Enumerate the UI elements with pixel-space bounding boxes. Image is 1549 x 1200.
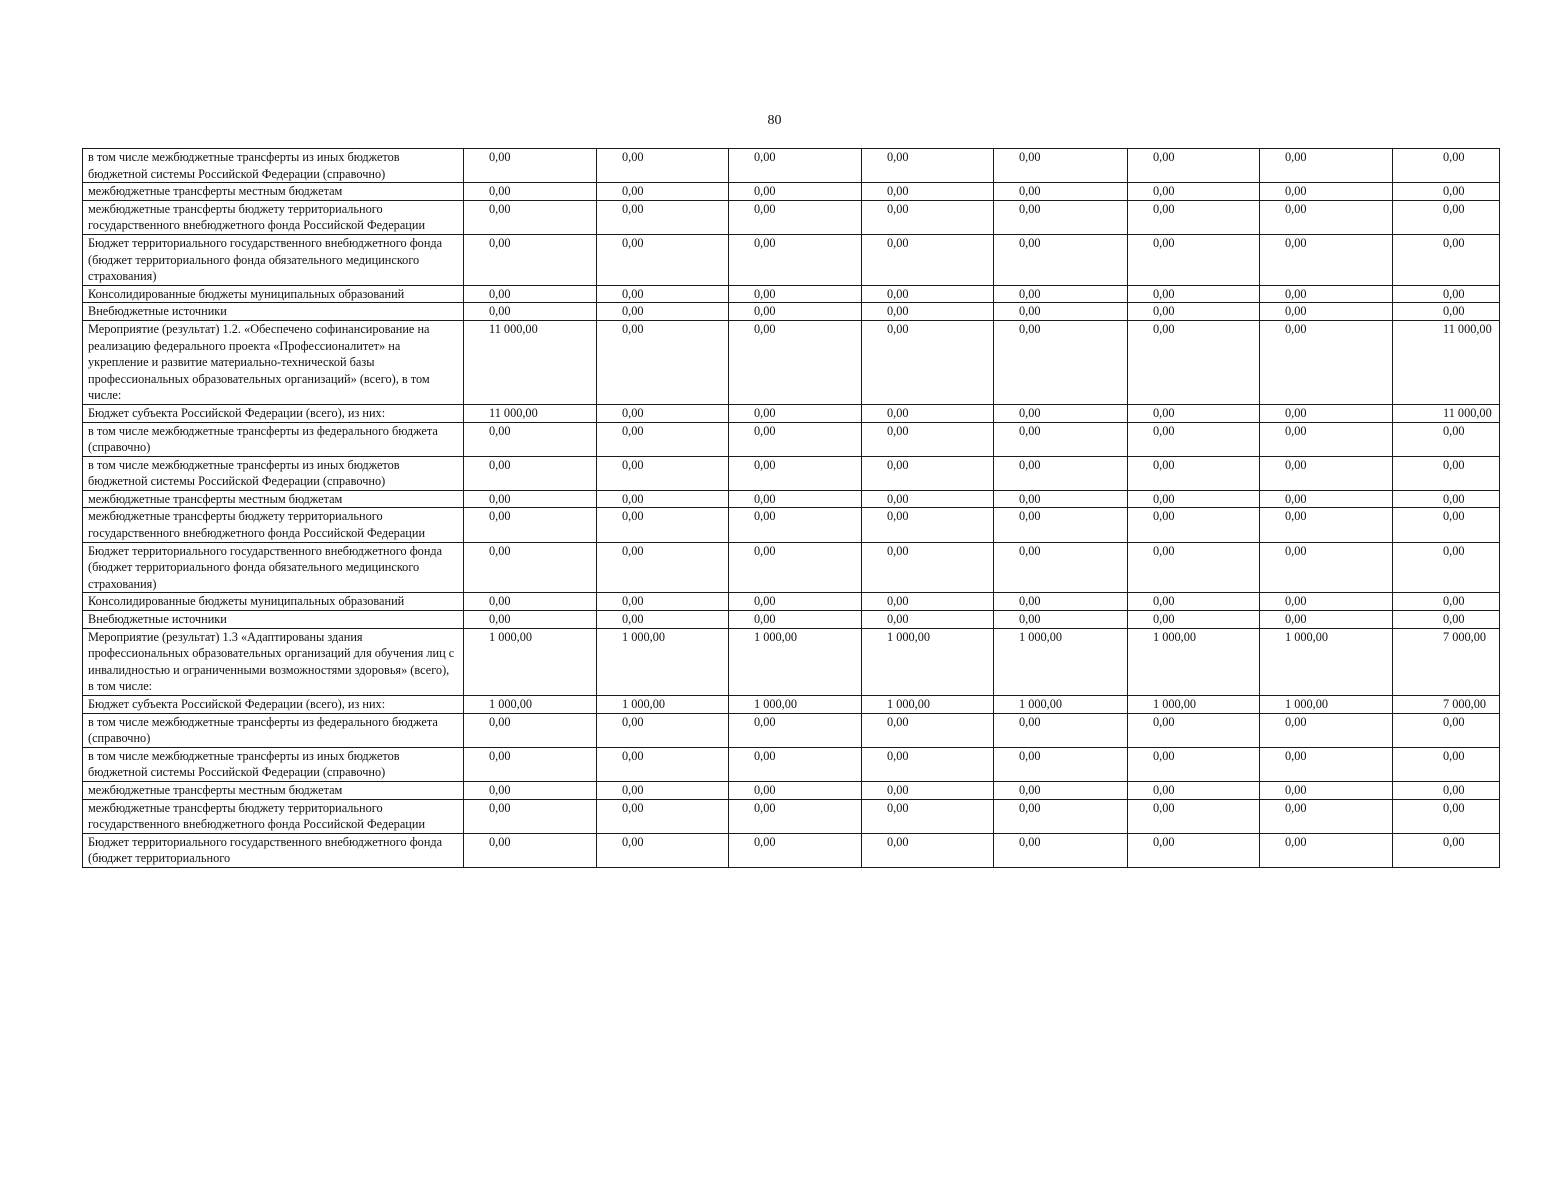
value-cell: 11 000,00 [464,404,597,422]
value-cell: 0,00 [729,542,862,593]
row-label: в том числе межбюджетные трансферты из иных бюджетов бюджетной системы Российской Федерации (справочно) [83,149,464,183]
value-cell: 0,00 [597,611,729,629]
row-label: межбюджетные трансферты бюджету территориального государственного внебюджетного фонда Российской Федерации [83,508,464,542]
value-cell: 0,00 [994,422,1128,456]
value-cell: 1 000,00 [729,628,862,695]
table-row [83,285,1500,303]
value-cell: 0,00 [464,303,597,321]
value-cell: 0,00 [729,285,862,303]
value-cell: 0,00 [994,285,1128,303]
value-cell: 0,00 [1260,183,1393,201]
total-cell: 7 000,00 [1393,628,1500,695]
value-cell: 0,00 [464,508,597,542]
total-cell: 0,00 [1393,234,1500,285]
value-cell: 0,00 [729,713,862,747]
value-cell: 0,00 [729,799,862,833]
value-cell: 1 000,00 [597,696,729,714]
value-cell: 0,00 [994,781,1128,799]
table-row [83,320,1500,404]
value-cell: 0,00 [464,422,597,456]
value-cell: 0,00 [1260,593,1393,611]
row-label: в том числе межбюджетные трансферты из иных бюджетов бюджетной системы Российской Федерации (справочно) [83,456,464,490]
value-cell: 0,00 [862,422,994,456]
value-cell: 0,00 [729,490,862,508]
value-cell: 0,00 [994,404,1128,422]
value-cell: 0,00 [1128,303,1260,321]
value-cell: 0,00 [1128,234,1260,285]
value-cell: 0,00 [729,149,862,183]
value-cell: 0,00 [994,799,1128,833]
value-cell: 1 000,00 [862,628,994,695]
value-cell: 1 000,00 [464,696,597,714]
value-cell: 0,00 [994,508,1128,542]
value-cell: 0,00 [1128,508,1260,542]
value-cell: 1 000,00 [729,696,862,714]
value-cell: 0,00 [1128,404,1260,422]
value-cell: 0,00 [464,542,597,593]
value-cell: 0,00 [862,611,994,629]
table-row [83,490,1500,508]
value-cell: 0,00 [597,183,729,201]
value-cell: 1 000,00 [1260,628,1393,695]
value-cell: 0,00 [597,508,729,542]
row-label: в том числе межбюджетные трансферты из федерального бюджета (справочно) [83,422,464,456]
value-cell: 1 000,00 [994,628,1128,695]
value-cell: 0,00 [994,320,1128,404]
value-cell: 1 000,00 [994,696,1128,714]
value-cell: 0,00 [994,456,1128,490]
value-cell: 0,00 [464,747,597,781]
value-cell: 0,00 [597,285,729,303]
value-cell: 0,00 [1260,542,1393,593]
value-cell: 0,00 [1128,149,1260,183]
value-cell: 0,00 [597,781,729,799]
value-cell: 0,00 [1260,490,1393,508]
total-cell: 0,00 [1393,833,1500,867]
value-cell: 0,00 [597,456,729,490]
value-cell: 0,00 [862,593,994,611]
row-label: межбюджетные трансферты местным бюджетам [83,490,464,508]
row-label: Бюджет территориального государственного внебюджетного фонда (бюджет территориального фонда обязательного медицинского страхования) [83,542,464,593]
value-cell: 0,00 [729,593,862,611]
value-cell: 0,00 [1260,285,1393,303]
value-cell: 0,00 [597,542,729,593]
row-label: межбюджетные трансферты местным бюджетам [83,183,464,201]
value-cell: 0,00 [729,404,862,422]
value-cell: 0,00 [862,200,994,234]
row-label: Консолидированные бюджеты муниципальных образований [83,285,464,303]
value-cell: 0,00 [1128,183,1260,201]
value-cell: 0,00 [1260,320,1393,404]
row-label: межбюджетные трансферты бюджету территориального государственного внебюджетного фонда Российской Федерации [83,200,464,234]
value-cell: 0,00 [1128,422,1260,456]
value-cell: 0,00 [464,713,597,747]
row-label: Бюджет территориального государственного внебюджетного фонда (бюджет территориального фонда обязательного медицинского страхования) [83,234,464,285]
table-row [83,628,1500,695]
value-cell: 0,00 [597,320,729,404]
value-cell: 0,00 [597,303,729,321]
value-cell: 0,00 [862,183,994,201]
table-row [83,183,1500,201]
value-cell: 0,00 [994,303,1128,321]
value-cell: 0,00 [464,149,597,183]
row-label: Консолидированные бюджеты муниципальных образований [83,593,464,611]
value-cell: 0,00 [862,713,994,747]
value-cell: 0,00 [994,611,1128,629]
value-cell: 0,00 [862,320,994,404]
value-cell: 0,00 [464,593,597,611]
total-cell: 0,00 [1393,747,1500,781]
value-cell: 0,00 [862,781,994,799]
row-label: Бюджет субъекта Российской Федерации (всего), из них: [83,696,464,714]
value-cell: 0,00 [1128,747,1260,781]
total-cell: 0,00 [1393,422,1500,456]
total-cell: 0,00 [1393,508,1500,542]
value-cell: 0,00 [1128,490,1260,508]
value-cell: 1 000,00 [1128,696,1260,714]
table-row [83,234,1500,285]
value-cell: 0,00 [1128,833,1260,867]
total-cell: 0,00 [1393,303,1500,321]
value-cell: 0,00 [1260,799,1393,833]
budget-table [82,148,1500,868]
value-cell: 0,00 [862,747,994,781]
value-cell: 0,00 [597,593,729,611]
total-cell: 0,00 [1393,149,1500,183]
value-cell: 0,00 [729,611,862,629]
table-row [83,508,1500,542]
total-cell: 11 000,00 [1393,404,1500,422]
value-cell: 0,00 [1260,781,1393,799]
value-cell: 0,00 [597,799,729,833]
row-label: межбюджетные трансферты бюджету территориального государственного внебюджетного фонда Российской Федерации [83,799,464,833]
value-cell: 0,00 [1260,422,1393,456]
value-cell: 0,00 [994,713,1128,747]
row-label: Внебюджетные источники [83,611,464,629]
page-number: 80 [767,113,782,128]
total-cell: 0,00 [1393,593,1500,611]
value-cell: 0,00 [464,781,597,799]
value-cell: 0,00 [1260,149,1393,183]
total-cell: 0,00 [1393,490,1500,508]
value-cell: 0,00 [1128,781,1260,799]
value-cell: 0,00 [862,799,994,833]
value-cell: 0,00 [862,149,994,183]
value-cell: 1 000,00 [862,696,994,714]
value-cell: 0,00 [1260,713,1393,747]
total-cell: 0,00 [1393,542,1500,593]
table-row [83,149,1500,183]
row-label: Внебюджетные источники [83,303,464,321]
value-cell: 0,00 [862,285,994,303]
value-cell: 0,00 [464,833,597,867]
value-cell: 0,00 [729,303,862,321]
table-row [83,303,1500,321]
total-cell: 11 000,00 [1393,320,1500,404]
value-cell: 0,00 [1128,713,1260,747]
table-row [83,422,1500,456]
table-row [83,747,1500,781]
row-label: Бюджет субъекта Российской Федерации (всего), из них: [83,404,464,422]
row-label: Мероприятие (результат) 1.2. «Обеспечено софинансирование на реализацию федерального проекта «Профессионалитет» на укрепление и развитие материально-технической базы профессиональных образовательных организаций» (всего), в том числе: [83,320,464,404]
value-cell: 0,00 [597,713,729,747]
value-cell: 0,00 [1128,593,1260,611]
total-cell: 7 000,00 [1393,696,1500,714]
value-cell: 0,00 [464,183,597,201]
value-cell: 0,00 [729,200,862,234]
value-cell: 0,00 [862,508,994,542]
value-cell: 0,00 [464,611,597,629]
row-label: в том числе межбюджетные трансферты из иных бюджетов бюджетной системы Российской Федерации (справочно) [83,747,464,781]
value-cell: 0,00 [862,456,994,490]
value-cell: 0,00 [729,183,862,201]
value-cell: 1 000,00 [1260,696,1393,714]
value-cell: 0,00 [597,149,729,183]
value-cell: 0,00 [1128,456,1260,490]
value-cell: 11 000,00 [464,320,597,404]
value-cell: 0,00 [729,508,862,542]
value-cell: 0,00 [1128,200,1260,234]
value-cell: 0,00 [597,833,729,867]
value-cell: 0,00 [1260,508,1393,542]
value-cell: 0,00 [862,490,994,508]
value-cell: 0,00 [994,149,1128,183]
table-row [83,713,1500,747]
total-cell: 0,00 [1393,611,1500,629]
total-cell: 0,00 [1393,799,1500,833]
table-row [83,593,1500,611]
total-cell: 0,00 [1393,200,1500,234]
value-cell: 0,00 [1260,833,1393,867]
value-cell: 0,00 [994,490,1128,508]
value-cell: 0,00 [464,799,597,833]
value-cell: 0,00 [994,234,1128,285]
value-cell: 0,00 [1128,611,1260,629]
value-cell: 0,00 [862,542,994,593]
table-row [83,833,1500,867]
value-cell: 0,00 [1260,456,1393,490]
row-label: в том числе межбюджетные трансферты из федерального бюджета (справочно) [83,713,464,747]
table-row [83,611,1500,629]
value-cell: 0,00 [862,833,994,867]
value-cell: 0,00 [994,747,1128,781]
value-cell: 1 000,00 [597,628,729,695]
total-cell: 0,00 [1393,183,1500,201]
row-label: Мероприятие (результат) 1.3 «Адаптированы здания профессиональных образовательных организаций для обучения лиц с инвалидностью и ограниченными возможностями здоровья» (всего), в том числе: [83,628,464,695]
value-cell: 0,00 [597,200,729,234]
value-cell: 0,00 [862,234,994,285]
value-cell: 0,00 [597,422,729,456]
value-cell: 0,00 [1260,747,1393,781]
value-cell: 0,00 [729,456,862,490]
value-cell: 0,00 [1260,234,1393,285]
value-cell: 0,00 [994,593,1128,611]
table-row [83,404,1500,422]
value-cell: 0,00 [994,542,1128,593]
value-cell: 0,00 [597,747,729,781]
total-cell: 0,00 [1393,285,1500,303]
value-cell: 0,00 [597,490,729,508]
value-cell: 0,00 [1260,611,1393,629]
value-cell: 0,00 [729,234,862,285]
row-label: Бюджет территориального государственного внебюджетного фонда (бюджет территориального [83,833,464,867]
value-cell: 1 000,00 [1128,628,1260,695]
total-cell: 0,00 [1393,713,1500,747]
value-cell: 0,00 [1260,200,1393,234]
value-cell: 0,00 [1128,542,1260,593]
value-cell: 0,00 [1128,285,1260,303]
value-cell: 0,00 [464,234,597,285]
value-cell: 0,00 [862,303,994,321]
value-cell: 0,00 [1128,320,1260,404]
row-label: межбюджетные трансферты местным бюджетам [83,781,464,799]
value-cell: 0,00 [1260,404,1393,422]
value-cell: 0,00 [729,320,862,404]
total-cell: 0,00 [1393,781,1500,799]
value-cell: 0,00 [1128,799,1260,833]
value-cell: 0,00 [729,781,862,799]
value-cell: 0,00 [597,234,729,285]
value-cell: 0,00 [729,422,862,456]
total-cell: 0,00 [1393,456,1500,490]
value-cell: 1 000,00 [464,628,597,695]
table-row [83,781,1500,799]
budget-table-body [83,149,1500,868]
value-cell: 0,00 [1260,303,1393,321]
table-row [83,799,1500,833]
value-cell: 0,00 [729,747,862,781]
value-cell: 0,00 [729,833,862,867]
value-cell: 0,00 [464,456,597,490]
table-row [83,542,1500,593]
value-cell: 0,00 [994,183,1128,201]
table-row [83,200,1500,234]
value-cell: 0,00 [464,200,597,234]
value-cell: 0,00 [994,833,1128,867]
value-cell: 0,00 [464,285,597,303]
value-cell: 0,00 [862,404,994,422]
value-cell: 0,00 [994,200,1128,234]
table-row [83,696,1500,714]
table-row [83,456,1500,490]
value-cell: 0,00 [464,490,597,508]
value-cell: 0,00 [597,404,729,422]
